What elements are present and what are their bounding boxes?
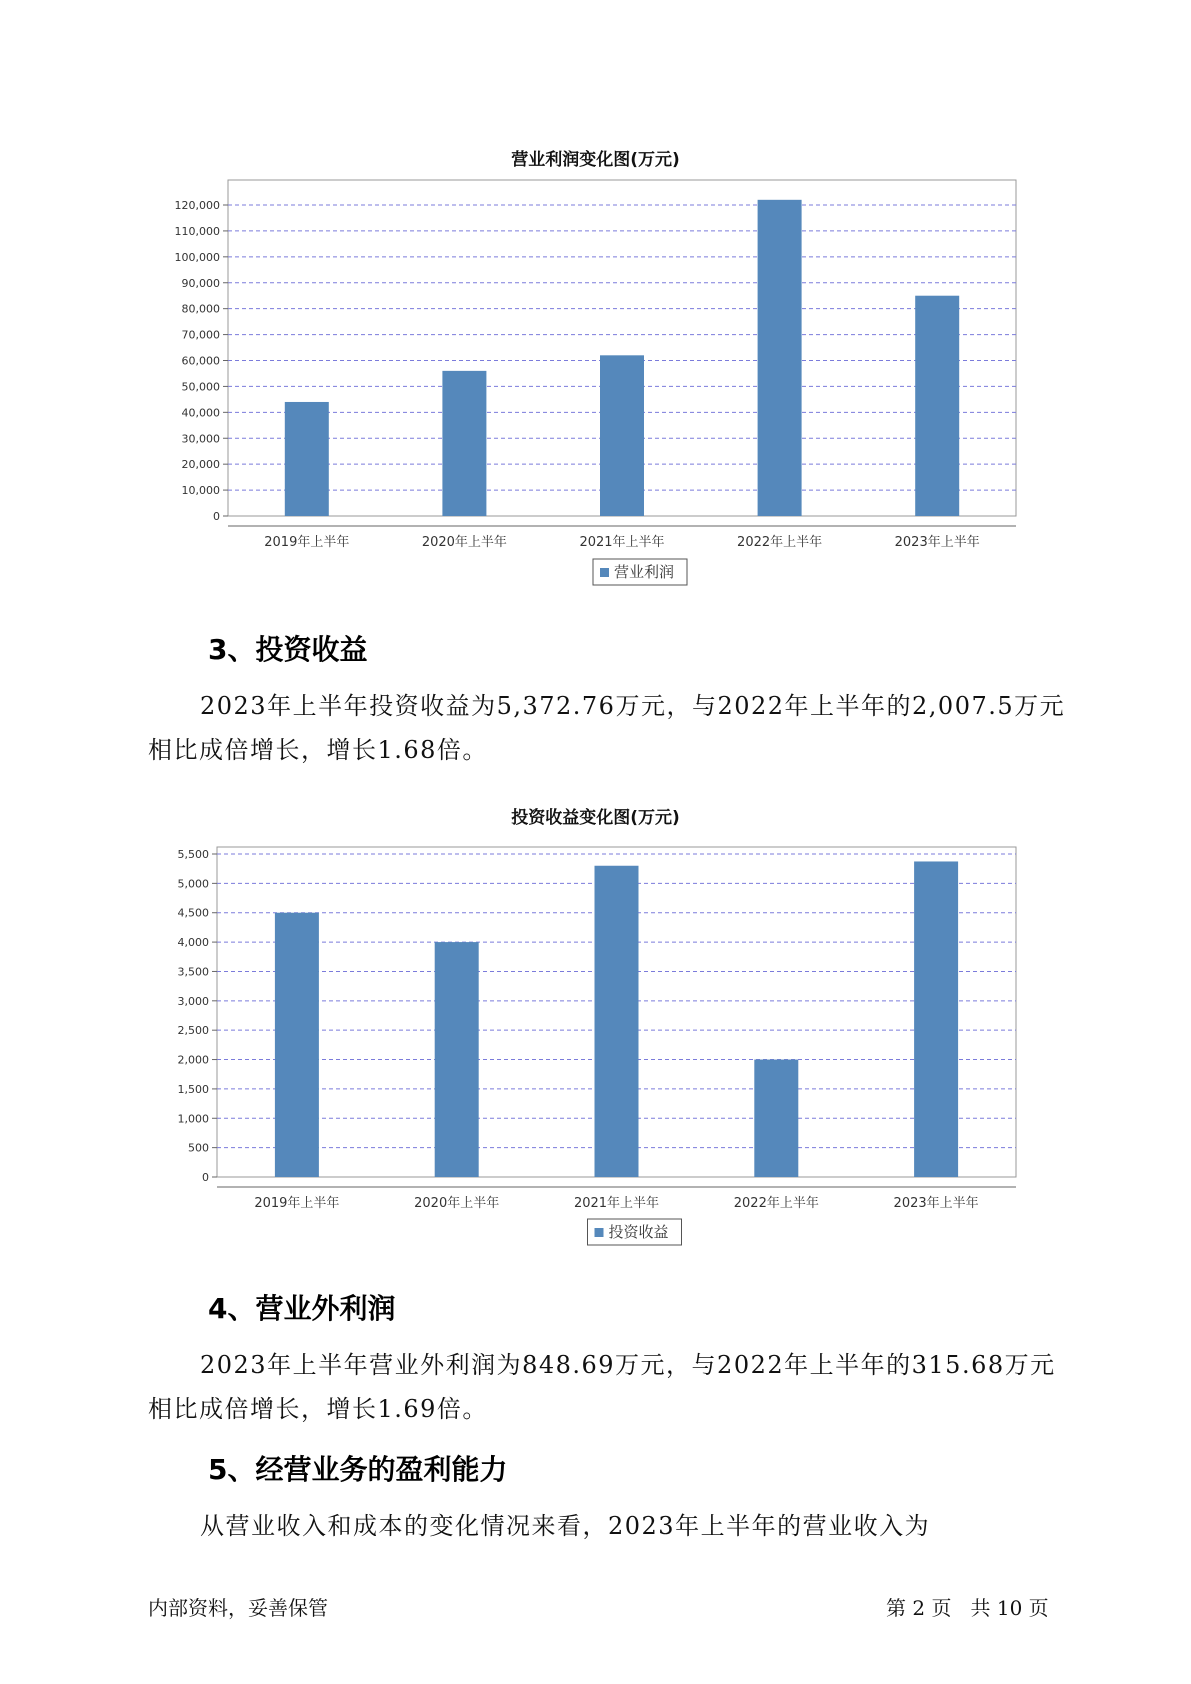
x-tick-label: 2021年上半年 xyxy=(573,1196,660,1211)
y-tick-label: 90,000 xyxy=(181,276,220,290)
legend-label: 营业利润 xyxy=(614,563,675,581)
y-tick-label: 10,000 xyxy=(181,484,220,498)
section4-heading: 4、营业外利润 xyxy=(208,1292,396,1325)
x-tick-label: 2019年上半年 xyxy=(264,535,350,550)
y-tick-label: 40,000 xyxy=(181,406,220,420)
y-tick-label: 110,000 xyxy=(174,224,220,238)
bar-4 xyxy=(754,1060,798,1177)
section5-heading: 5、经营业务的盈利能力 xyxy=(208,1453,508,1486)
y-tick-label: 30,000 xyxy=(181,432,220,446)
y-tick-label: 1,500 xyxy=(177,1082,209,1096)
bar-2 xyxy=(435,942,479,1177)
x-tick-label: 2021年上半年 xyxy=(579,535,665,550)
section3-paragraph: 2023年上半年投资收益为5,372.76万元，与2022年上半年的2,007.5万元相比成倍增长，增长1.68倍。 xyxy=(148,692,1066,764)
footer-confidential-note: 内部资料，妥善保管 xyxy=(148,1596,328,1620)
bar-1 xyxy=(275,913,319,1177)
y-tick-label: 60,000 xyxy=(181,354,220,368)
x-tick-label: 2023年上半年 xyxy=(893,1196,979,1211)
y-tick-label: 0 xyxy=(213,510,220,523)
y-tick-label: 4,000 xyxy=(177,936,209,950)
y-tick-label: 80,000 xyxy=(181,302,220,316)
legend-swatch xyxy=(595,1228,604,1237)
x-tick-label: 2022年上半年 xyxy=(737,535,823,550)
x-tick-label: 2019年上半年 xyxy=(254,1196,340,1211)
y-tick-label: 120,000 xyxy=(174,199,220,212)
footer-page-number: 第 2 页 共 10 页 xyxy=(886,1596,1049,1620)
y-tick-label: 3,000 xyxy=(177,994,209,1008)
y-tick-label: 1,000 xyxy=(177,1112,209,1126)
y-tick-label: 3,500 xyxy=(177,965,209,979)
x-tick-label: 2023年上半年 xyxy=(894,535,980,550)
y-tick-label: 70,000 xyxy=(181,328,220,342)
y-tick-label: 5,000 xyxy=(177,877,209,891)
y-tick-label: 20,000 xyxy=(181,458,220,472)
chart1-title: 营业利润变化图(万元) xyxy=(511,150,680,170)
bar-3 xyxy=(595,866,639,1177)
legend-label: 投资收益 xyxy=(608,1223,669,1241)
y-tick-label: 4,500 xyxy=(177,906,209,920)
y-tick-label: 5,500 xyxy=(177,848,209,861)
section5-paragraph: 从营业收入和成本的变化情况来看，2023年上半年的营业收入为 xyxy=(200,1512,931,1540)
y-tick-label: 2,500 xyxy=(177,1024,209,1038)
y-tick-label: 50,000 xyxy=(181,380,220,394)
section4-paragraph: 2023年上半年营业外利润为848.69万元，与2022年上半年的315.68万元相比成倍增长，增长1.69倍。 xyxy=(148,1351,1056,1423)
bar-5 xyxy=(914,861,958,1177)
y-tick-label: 2,000 xyxy=(177,1053,209,1067)
x-tick-label: 2022年上半年 xyxy=(733,1196,819,1211)
section3-heading: 3、投资收益 xyxy=(208,633,368,666)
x-tick-label: 2020年上半年 xyxy=(421,535,507,550)
x-tick-label: 2020年上半年 xyxy=(414,1196,500,1211)
y-tick-label: 100,000 xyxy=(174,250,220,264)
y-tick-label: 0 xyxy=(202,1171,209,1184)
y-tick-label: 500 xyxy=(188,1141,209,1155)
chart2-title: 投资收益变化图(万元) xyxy=(511,808,680,828)
